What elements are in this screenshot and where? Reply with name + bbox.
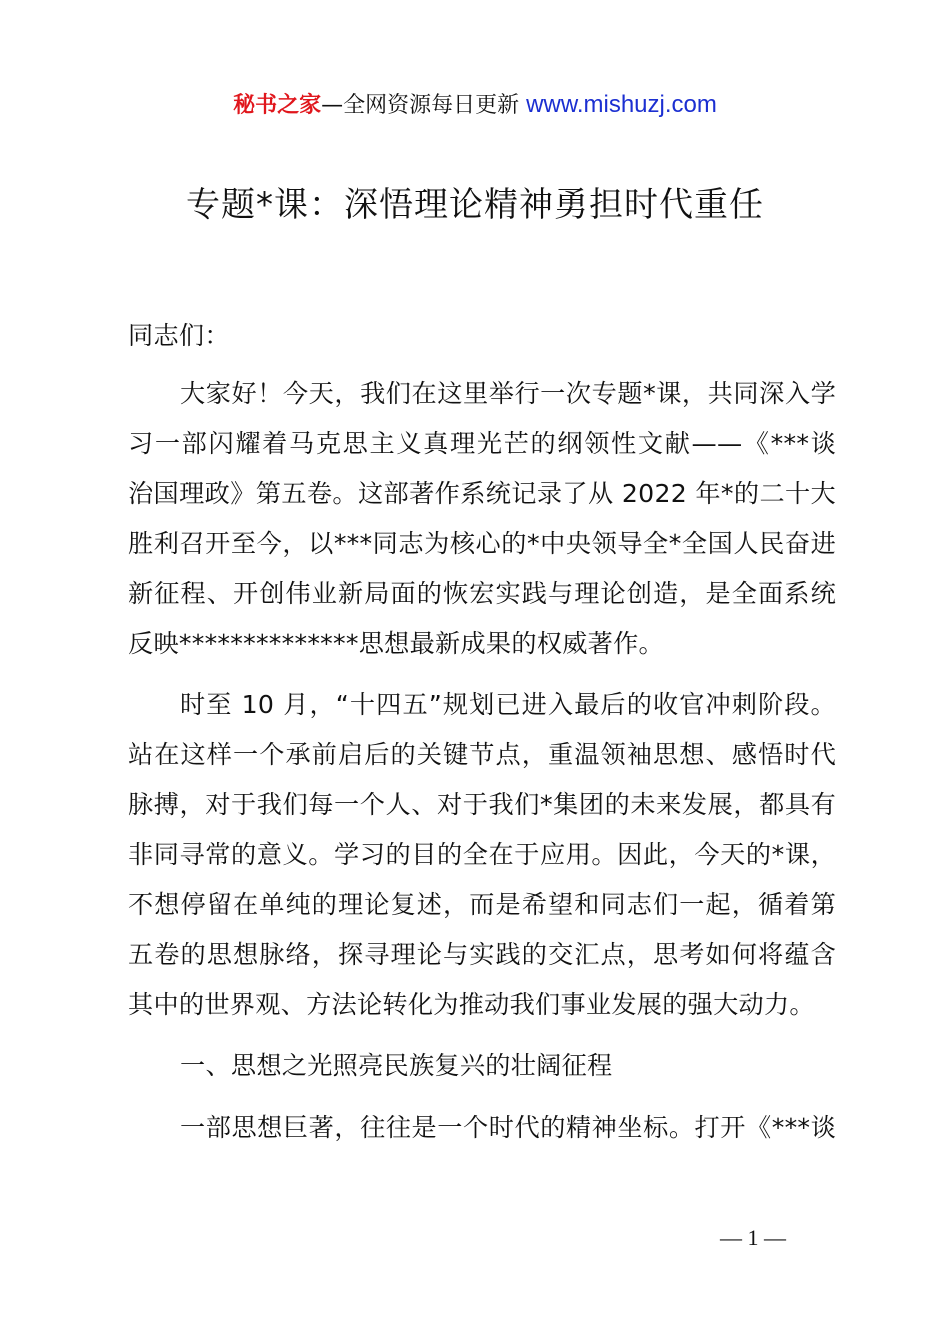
brand-name: 秘书之家 (233, 93, 322, 118)
paragraph-line: 五卷的思想脉络，探寻理论与实践的交汇点，思考如何将蕴含 (128, 940, 836, 969)
paragraph-line: 一部思想巨著，往往是一个时代的精神坐标。打开《***谈 (180, 1113, 836, 1142)
page-number: — 1 — (720, 1225, 786, 1250)
site-url-link[interactable]: www.mishuzj.com (526, 91, 717, 118)
paragraph-line: 反映**************思想最新成果的权威著作。 (128, 629, 664, 658)
paragraph-2 (128, 680, 836, 1030)
paragraph-1 (128, 369, 836, 669)
section-1-heading-block (128, 1041, 836, 1091)
salutation-block (128, 311, 836, 361)
header-tagline: —全网资源每日更新 (321, 93, 520, 118)
site-header (0, 88, 950, 123)
section-1-heading: 一、思想之光照亮民族复兴的壮阔征程 (180, 1051, 613, 1080)
paragraph-3 (128, 1103, 836, 1153)
paragraph-line: 胜利召开至今，以***同志为核心的*中央领导全*全国人民奋进 (128, 529, 836, 558)
paragraph-line: 大家好！今天，我们在这里举行一次专题*课，共同深入学 (180, 379, 836, 408)
document-title: 专题*课：深悟理论精神勇担时代重任 (186, 185, 764, 225)
paragraph-line: 不想停留在单纯的理论复述，而是希望和同志们一起，循着第 (128, 890, 836, 919)
paragraph-line: 非同寻常的意义。学习的目的全在于应用。因此，今天的*课， (128, 840, 836, 869)
paragraph-line: 新征程、开创伟业新局面的恢宏实践与理论创造，是全面系统 (128, 579, 836, 608)
paragraph-line: 习一部闪耀着马克思主义真理光芒的纲领性文献——《***谈 (128, 429, 836, 458)
salutation: 同志们： (128, 321, 230, 350)
paragraph-line: 时至 10 月，“十四五”规划已进入最后的收官冲刺阶段。 (180, 690, 836, 719)
paragraph-line: 站在这样一个承前启后的关键节点，重温领袖思想、感悟时代 (128, 740, 836, 769)
paragraph-line: 其中的世界观、方法论转化为推动我们事业发展的强大动力。 (128, 990, 815, 1019)
paragraph-line: 脉搏，对于我们每一个人、对于我们*集团的未来发展，都具有 (128, 790, 836, 819)
paragraph-line: 治国理政》第五卷。这部著作系统记录了从 2022 年*的二十大 (128, 479, 836, 508)
